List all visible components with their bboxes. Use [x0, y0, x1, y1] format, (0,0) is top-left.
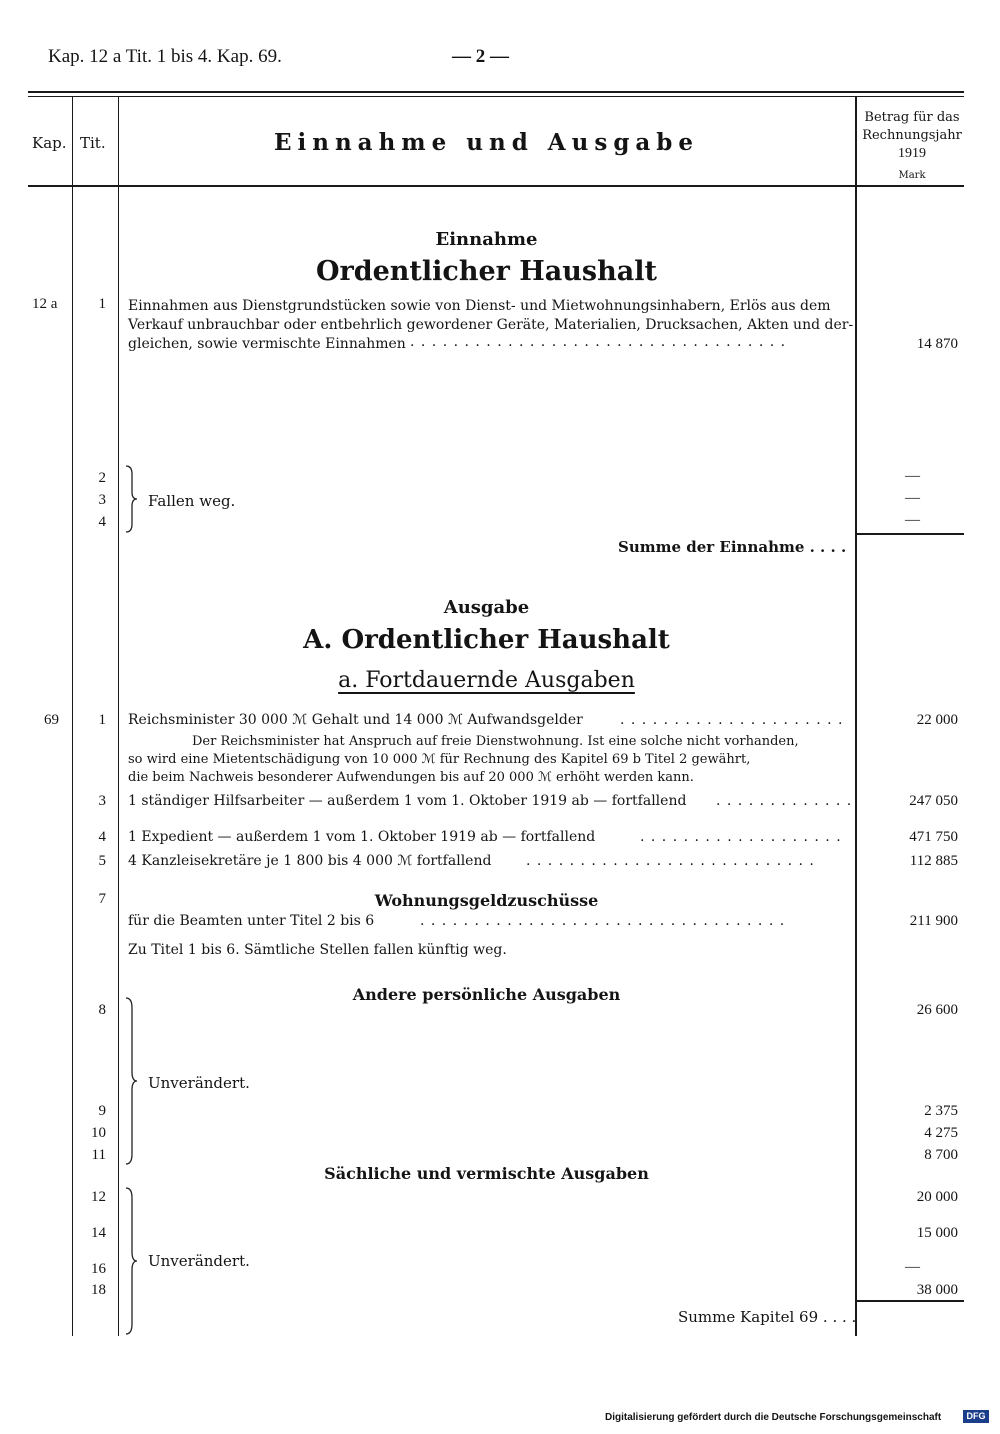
- einnahme-sum-rule: [857, 533, 964, 535]
- saechlich-heading: Sächliche und vermischte Ausgaben: [324, 1164, 649, 1183]
- einnahme-row1-leader: . . . . . . . . . . . . . . . . . . . . . . . . . . . . . . . . . . .: [410, 334, 787, 350]
- ausgabe-row-tit-1: 1: [98, 712, 106, 728]
- page-number: — 2 —: [452, 46, 509, 67]
- saechlich-tit-14: 14: [91, 1225, 106, 1241]
- col-header-kap: Kap.: [32, 134, 67, 152]
- einnahme-row1-amount: 14 870: [916, 336, 958, 352]
- ausgabe-row-text-1: Reichsminister 30 000 ℳ Gehalt und 14 000 ℳ Aufwandsgelder: [128, 712, 583, 728]
- wohnung-text: für die Beamten unter Titel 2 bis 6: [128, 913, 375, 929]
- footer-credit: Digitalisierung gefördert durch die Deutsche Forschungsgemeinschaft: [605, 1412, 942, 1423]
- ausgabe-note-line1: Der Reichsminister hat Anspruch auf freie Dienstwohnung. Ist eine solche nicht vorhanden,: [192, 734, 799, 749]
- einnahme-sum-label-text: Summe der Einnahme: [618, 538, 805, 556]
- ausgabe-subsubheading: a. Fortdauernde Ausgaben: [338, 668, 635, 693]
- einnahme-group-tit-2: 2: [98, 470, 106, 486]
- ausgabe-row-amount-3: 247 050: [909, 793, 958, 809]
- col-rule-kap: [72, 96, 73, 1336]
- col-header-amount-line2: Rechnungsjahr: [862, 128, 962, 143]
- einnahme-group-brace-icon: [122, 464, 138, 534]
- header-bottom-rule: [28, 185, 964, 187]
- andere-amount-9: 2 375: [924, 1103, 958, 1119]
- ausgabe-row-text-3: 1 ständiger Hilfsarbeiter — außerdem 1 vom 1. Oktober 1919 ab — fortfallend: [128, 793, 687, 809]
- einnahme-sum-label: Summe der Einnahme . . . .: [618, 538, 847, 556]
- col-rule-amount: [855, 96, 857, 1336]
- top-rule-second: [28, 96, 964, 97]
- einnahme-row1-tit: 1: [98, 296, 106, 312]
- andere-tit-10: 10: [91, 1125, 106, 1141]
- andere-heading: Andere persönliche Ausgaben: [352, 985, 621, 1004]
- wohnung-heading: Wohnungsgeldzuschüsse: [374, 891, 599, 910]
- saechlich-amount-14: 15 000: [916, 1225, 958, 1241]
- einnahme-group-amount-3: —: [905, 490, 920, 506]
- col-header-amount-unit: Mark: [898, 170, 926, 181]
- ausgabe-row-tit-4: 4: [98, 829, 106, 845]
- einnahme-group-amount-4: —: [905, 512, 920, 528]
- einnahme-kap: 12 a: [32, 296, 58, 312]
- saechlich-label: Unverändert.: [148, 1252, 250, 1270]
- ausgabe-row-tit-5: 5: [98, 853, 106, 869]
- einnahme-row1-line1: Einnahmen aus Dienstgrundstücken sowie von Dienst- und Mietwohnungsinhabern, Erlös aus dem: [128, 298, 831, 314]
- einnahme-group-label: Fallen weg.: [148, 492, 236, 510]
- wohnung-amount: 211 900: [909, 913, 958, 929]
- saechlich-tit-18: 18: [91, 1282, 106, 1298]
- ausgabe-row-leader-1: . . . . . . . . . . . . . . . . . . . . .: [620, 712, 844, 728]
- ausgabe-row-amount-1: 22 000: [916, 712, 958, 728]
- saechlich-amount-18: 38 000: [916, 1282, 958, 1298]
- andere-amount-8: 26 600: [916, 1002, 958, 1018]
- andere-amount-11: 8 700: [924, 1147, 958, 1163]
- ausgabe-row-text-5: 4 Kanzleisekretäre je 1 800 bis 4 000 ℳ fortfallend: [128, 853, 492, 869]
- ausgabe-heading: Ausgabe: [443, 597, 530, 618]
- ausgabe-sum-label-text: Summe Kapitel 69: [678, 1308, 819, 1326]
- ausgabe-row-text-4: 1 Expedient — außerdem 1 vom 1. Oktober 1919 ab — fortfallend: [128, 829, 596, 845]
- einnahme-group-amount-2: —: [905, 468, 920, 484]
- running-head: Kap. 12 a Tit. 1 bis 4. Kap. 69.: [48, 46, 282, 67]
- saechlich-amount-12: 20 000: [916, 1189, 958, 1205]
- andere-brace-icon: [122, 996, 138, 1166]
- col-header-amount-line1: Betrag für das: [864, 110, 960, 125]
- dfg-logo-text: DFG: [966, 1411, 986, 1421]
- ausgabe-subheading: A. Ordentlicher Haushalt: [303, 625, 670, 655]
- andere-tit-9: 9: [98, 1103, 106, 1119]
- col-header-tit: Tit.: [80, 134, 106, 152]
- col-header-title: Einnahme und Ausgabe: [273, 129, 700, 156]
- andere-tit-11: 11: [91, 1147, 106, 1163]
- ausgabe-row-leader-3: . . . . . . . . . . . . .: [716, 793, 853, 809]
- ausgabe-row-tit-3: 3: [98, 793, 106, 809]
- einnahme-heading: Einnahme: [435, 229, 538, 250]
- ausgabe-row-amount-4: 471 750: [909, 829, 958, 845]
- saechlich-tit-12: 12: [91, 1189, 106, 1205]
- wohnung-tit: 7: [98, 891, 106, 907]
- andere-amount-10: 4 275: [924, 1125, 958, 1141]
- ausgabe-note-line3: die beim Nachweis besonderer Aufwendungen bis auf 20 000 ℳ erhöht werden kann.: [128, 770, 694, 785]
- saechlich-amount-16: —: [905, 1259, 920, 1275]
- wohnung-note: Zu Titel 1 bis 6. Sämtliche Stellen fallen künftig weg.: [128, 942, 507, 958]
- andere-label: Unverändert.: [148, 1074, 250, 1092]
- dfg-logo-icon: [963, 1410, 989, 1423]
- einnahme-subheading: Ordentlicher Haushalt: [316, 256, 657, 287]
- col-header-amount-line3: 1919: [898, 146, 926, 161]
- ausgabe-row-amount-5: 112 885: [909, 853, 958, 869]
- ausgabe-note-line2: so wird eine Mietentschädigung von 10 000 ℳ für Rechnung des Kapitel 69 b Titel 2 gewährt,: [128, 752, 751, 767]
- saechlich-brace-icon: [122, 1186, 138, 1336]
- einnahme-row1-line2: Verkauf unbrauchbar oder entbehrlich gewordener Geräte, Materialien, Drucksachen, Akten und der-: [128, 317, 854, 333]
- ausgabe-row-leader-4: . . . . . . . . . . . . . . . . . . .: [640, 829, 842, 845]
- ausgabe-kap: 69: [44, 712, 59, 728]
- ausgabe-row-leader-5: . . . . . . . . . . . . . . . . . . . . . . . . . . .: [526, 853, 815, 869]
- wohnung-leader: . . . . . . . . . . . . . . . . . . . . . . . . . . . . . . . . . .: [420, 913, 786, 929]
- top-double-rule: [28, 91, 964, 93]
- ausgabe-sum-label: Summe Kapitel 69 . . . .: [678, 1308, 857, 1326]
- andere-tit-8: 8: [98, 1002, 106, 1018]
- einnahme-group-tit-4: 4: [98, 514, 106, 530]
- einnahme-group-tit-3: 3: [98, 492, 106, 508]
- einnahme-row1-line3: gleichen, sowie vermischte Einnahmen: [128, 336, 406, 352]
- ausgabe-sum-rule: [857, 1300, 964, 1302]
- saechlich-tit-16: 16: [91, 1261, 106, 1277]
